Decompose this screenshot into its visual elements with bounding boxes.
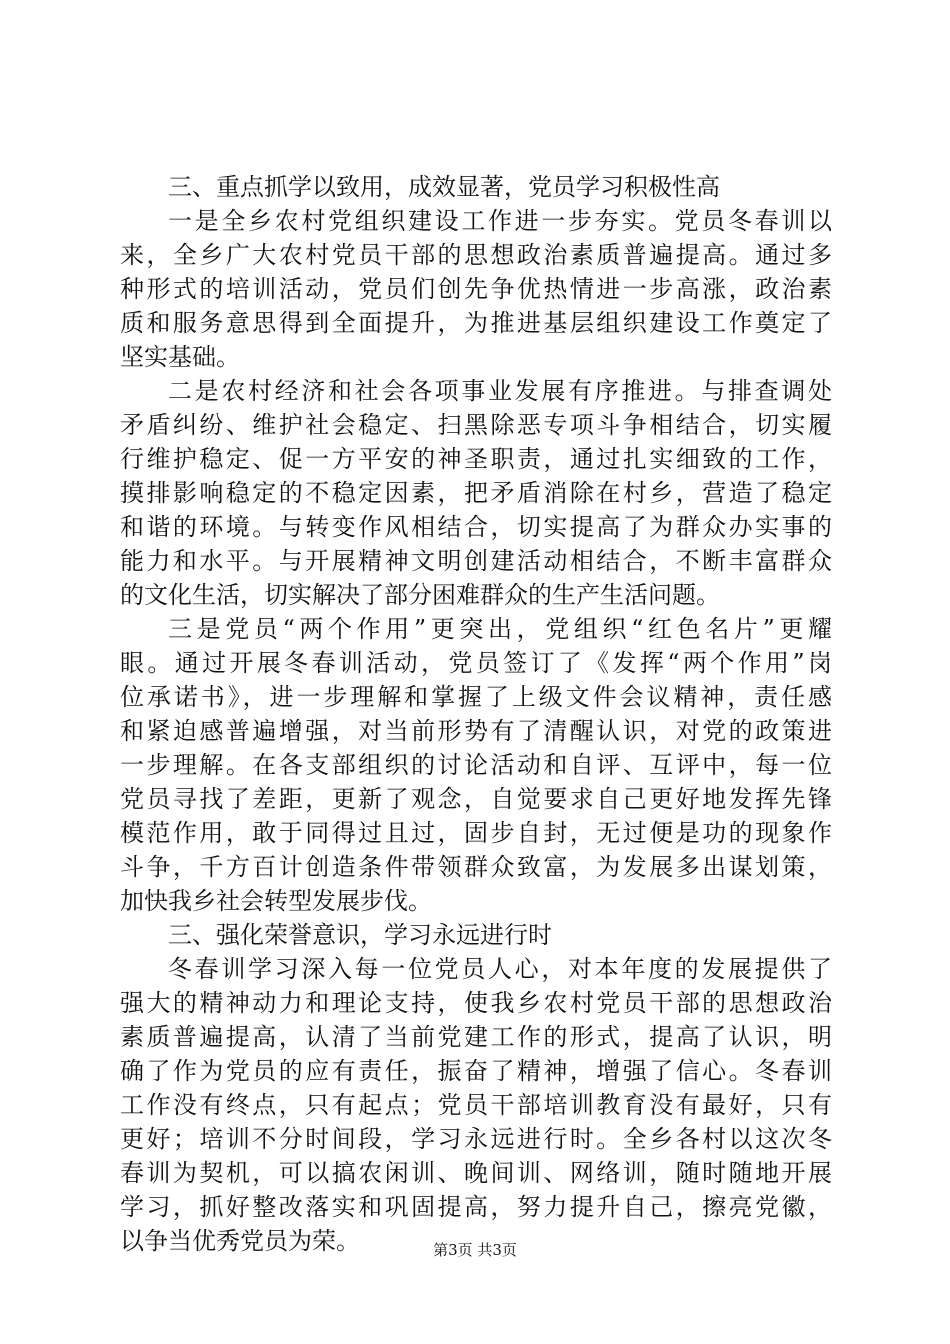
paragraph-item-3 [120,612,832,918]
text-line: 春训为契机，可以搞农闲训、晚间训、网络训，随时随地开展 [120,1159,832,1187]
text-line: 更好；培训不分时间段，学习永远进行时。全乡各村以这次冬 [120,1125,832,1153]
paragraph-conclusion [120,952,832,1258]
text-line: 和谐的环境。与转变作风相结合，切实提高了为群众办实事的 [120,513,832,541]
text-line: 行维护稳定、促一方平安的神圣职责，通过扎实细致的工作， [120,445,832,473]
text-line: 摸排影响稳定的不稳定因素，把矛盾消除在村乡，营造了稳定 [120,479,832,507]
text-line: 三是党员“两个作用”更突出，党组织“红色名片”更耀 [168,615,832,643]
paragraph-item-2 [120,374,832,612]
text-line: 斗争，千方百计创造条件带领群众致富，为发展多出谋划策， [120,853,832,881]
paragraph-heading-3-1 [120,170,832,204]
text-line: 模范作用，敢于同得过且过，固步自封，无过便是功的现象作 [120,819,832,847]
page-footer [0,1240,950,1260]
document-body [120,170,832,1258]
text-line: 能力和水平。与开展精神文明创建活动相结合，不断丰富群众 [120,547,832,575]
text-line: 质和服务意思得到全面提升，为推进基层组织建设工作奠定了 [120,309,832,337]
text-line: 强大的精神动力和理论支持，使我乡农村党员干部的思想政治 [120,989,832,1017]
text-line: 一是全乡农村党组织建设工作进一步夯实。党员冬春训以 [168,207,832,235]
text-line: 冬春训学习深入每一位党员人心，对本年度的发展提供了 [168,955,832,983]
paragraph-item-1 [120,204,832,374]
text-line: 一步理解。在各支部组织的讨论活动和自评、互评中，每一位 [120,751,832,779]
paragraph-heading-3-2 [120,918,832,952]
text-line: 眼。通过开展冬春训活动，党员签订了《发挥“两个作用”岗 [120,649,832,677]
text-line: 工作没有终点，只有起点；党员干部培训教育没有最好，只有 [120,1091,832,1119]
text-line: 矛盾纠纷、维护社会稳定、扫黑除恶专项斗争相结合，切实履 [120,411,832,439]
text-line: 加快我乡社会转型发展步伐。 [120,887,432,915]
text-line: 二是农村经济和社会各项事业发展有序推进。与排查调处 [168,377,832,405]
text-line: 学习，抓好整改落实和巩固提高，努力提升自己，擦亮党徽， [120,1193,832,1221]
text-line: 来，全乡广大农村党员干部的思想政治素质普遍提高。通过多 [120,241,832,269]
page-number-label: 第3页 共3页 [433,1241,517,1259]
text-line: 的文化生活，切实解决了部分困难群众的生产生活问题。 [120,581,720,609]
text-line: 三、强化荣誉意识，学习永远进行时 [168,921,552,949]
text-line: 党员寻找了差距，更新了观念，自觉要求自己更好地发挥先锋 [120,785,832,813]
text-line: 三、重点抓学以致用，成效显著，党员学习积极性高 [168,173,720,201]
text-line: 坚实基础。 [120,343,240,371]
text-line: 位承诺书》，进一步理解和掌握了上级文件会议精神，责任感 [120,683,832,711]
text-line: 素质普遍提高，认清了当前党建工作的形式，提高了认识，明 [120,1023,832,1051]
text-line: 确了作为党员的应有责任，振奋了精神，增强了信心。冬春训 [120,1057,832,1085]
text-line: 种形式的培训活动，党员们创先争优热情进一步高涨，政治素 [120,275,832,303]
text-line: 以争当优秀党员为荣。 [120,1227,360,1255]
text-line: 和紧迫感普遍增强，对当前形势有了清醒认识，对党的政策进 [120,717,832,745]
